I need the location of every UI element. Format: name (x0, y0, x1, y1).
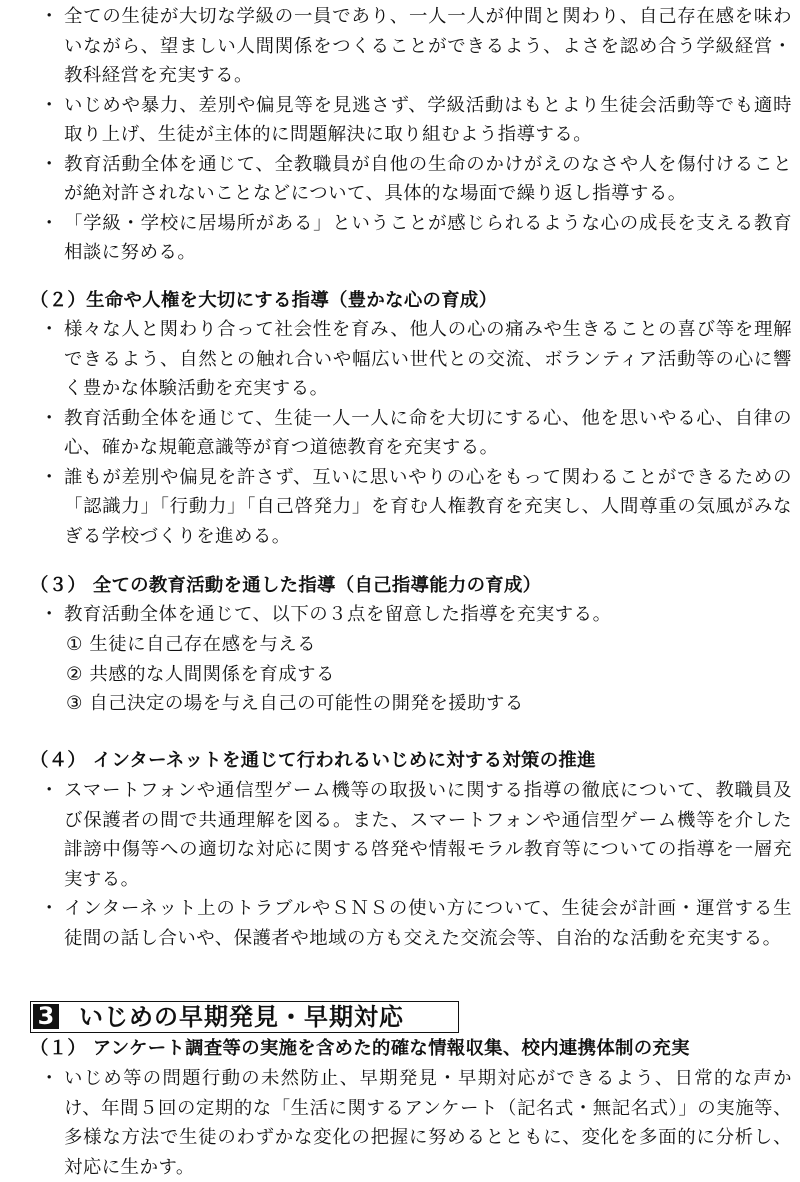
bullet-list-section3 (0, 600, 800, 630)
chapter-title: いじめの早期発見・早期対応 (79, 1003, 404, 1031)
chapter3-subheading: （１） アンケート調査等の実施を含めた的確な情報収集、校内連携体制の充実 (30, 1038, 690, 1059)
bullet-item: ・ 「学級・学校に居場所がある」ということが感じられるような心の成長を支える教育相談に努める。 (0, 209, 800, 268)
bullet-item: ・ 教育活動全体を通じて、以下の３点を留意した指導を充実する。 (0, 600, 800, 630)
numbered-point: ① 生徒に自己存在感を与える (66, 634, 317, 655)
bullet-item: ・ インターネット上のトラブルやＳＮＳの使い方について、生徒会が計画・運営する生徒間の話し合いや、保護者や地域の方も交えた交流会等、自治的な活動を充実する。 (0, 894, 800, 953)
bullet-item: ・ 教育活動全体を通じて、全教職員が自他の生命のかけがえのなさや人を傷付けることが絶対許されないことなどについて、具体的な場面で繰り返し指導する。 (0, 150, 800, 209)
bullet-list-section4 (0, 776, 800, 953)
bullet-list-section1 (0, 2, 800, 268)
section3-heading: （３） 全ての教育活動を通した指導（自己指導能力の育成） (30, 575, 542, 596)
bullet-item: ・ いじめや暴力、差別や偏見等を見逃さず、学級活動はもとより生徒会活動等でも適時取り上げ、生徒が主体的に問題解決に取り組むよう指導する。 (0, 91, 800, 150)
bullet-list-chapter3 (0, 1064, 800, 1182)
bullet-item: ・ 全ての生徒が大切な学級の一員であり、一人一人が仲間と関わり、自己存在感を味わいながら、望ましい人間関係をつくることができるよう、よさを認め合う学級経営・教科経営を充実する。 (0, 2, 800, 91)
bullet-list-section2 (0, 315, 800, 551)
section2-heading: （２）生命や人権を大切にする指導（豊かな心の育成） (30, 290, 498, 311)
section4-heading: （４） インターネットを通じて行われるいじめに対する対策の推進 (30, 750, 596, 771)
numbered-point: ③ 自己決定の場を与え自己の可能性の開発を援助する (66, 693, 524, 714)
chapter3-title-box (30, 1001, 459, 1033)
bullet-item: ・ いじめ等の問題行動の未然防止、早期発見・早期対応ができるよう、日常的な声かけ、年間５回の定期的な「生活に関するアンケート（記名式・無記名式）」の実施等、多様な方法で生徒のわずかな変化の把握に努めるとともに、変化を多面的に分析し、対応に生かす。 (0, 1064, 800, 1182)
numbered-point: ② 共感的な人間関係を育成する (66, 664, 335, 685)
bullet-item: ・ スマートフォンや通信型ゲーム機等の取扱いに関する指導の徹底について、教職員及び保護者の間で共通理解を図る。また、スマートフォンや通信型ゲーム機等を介した誹謗中傷等への適切な対応に関する啓発や情報モラル教育等についての指導を一層充実する。 (0, 776, 800, 894)
chapter-number-badge: 3 (33, 1004, 59, 1029)
bullet-item: ・ 教育活動全体を通じて、生徒一人一人に命を大切にする心、他を思いやる心、自律の心、確かな規範意識等が育つ道徳教育を充実する。 (0, 404, 800, 463)
bullet-item: ・ 様々な人と関わり合って社会性を育み、他人の心の痛みや生きることの喜び等を理解できるよう、自然との触れ合いや幅広い世代との交流、ボランティア活動等の心に響く豊かな体験活動を充実する。 (0, 315, 800, 404)
bullet-item: ・ 誰もが差別や偏見を許さず、互いに思いやりの心をもって関わることができるための「認識力」「行動力」「自己啓発力」を育む人権教育を充実し、人間尊重の気風がみなぎる学校づくりを進める。 (0, 463, 800, 552)
